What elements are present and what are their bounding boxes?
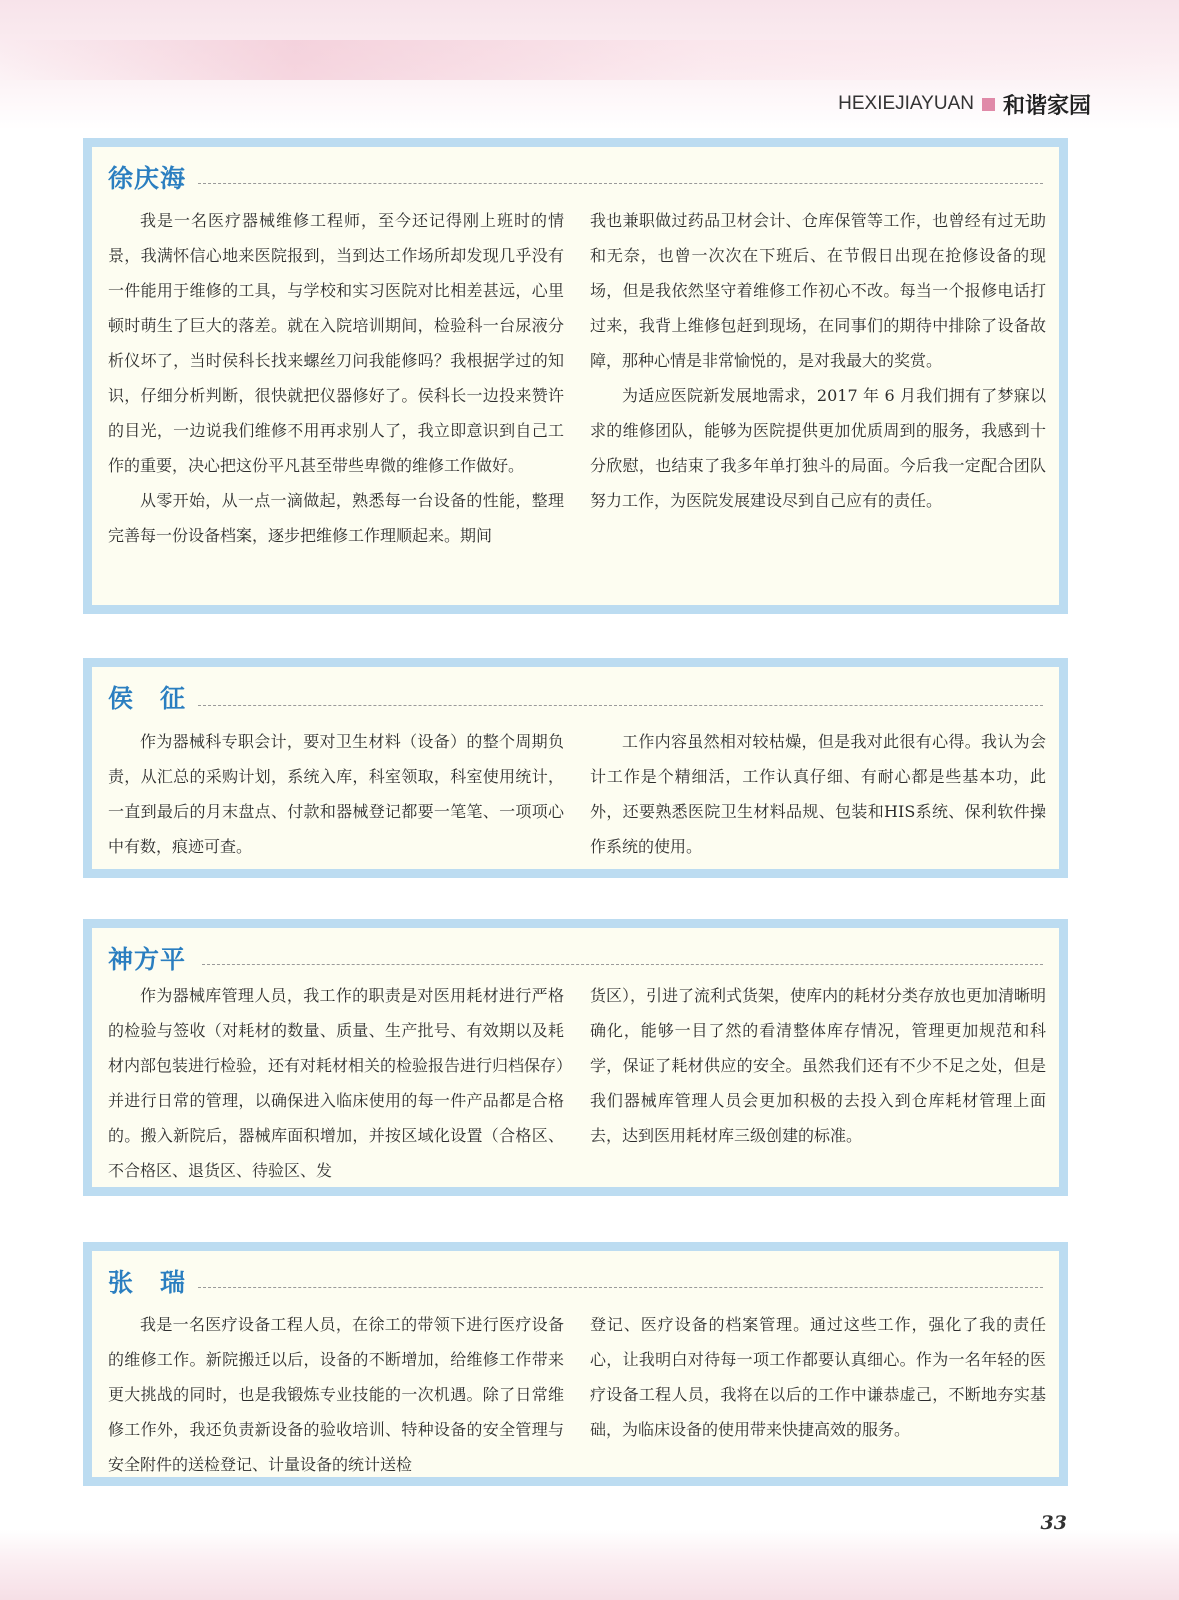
paragraph: 我是一名医疗器械维修工程师，至今还记得刚上班时的情景，我满怀信心地来医院报到，当到达工作场所却发现几乎没有一件能用于维修的工具，与学校和实习医院对比相差甚远，心里顿时萌生了巨大的落差。就在入院培训期间，检验科一台尿液分析仪坏了，当时侯科长找来螺丝刀问我能修吗？我根据学过的知识，仔细分析判断，很快就把仪器修好了。侯科长一边投来赞许的目光，一边说我们维修不用再求别人了，我立即意识到自己工作的重要，决心把这份平凡甚至带些卑微的维修工作做好。 (108, 211, 564, 475)
card-dashed-rule (198, 705, 1043, 706)
top-brush-streak (0, 40, 1179, 80)
section-title-cn: 和谐家园 (1002, 93, 1091, 119)
square-bullet-icon (982, 98, 995, 111)
profile-card-3 (83, 919, 1068, 1196)
paragraph: 我也兼职做过药品卫材会计、仓库保管等工作，也曾经有过无助和无奈，也曾一次次在下班后、在节假日出现在抢修设备的现场，但是我依然坚守着维修工作初心不改。每当一个报修电话打过来，我背上维修包赶到现场，在同事们的期待中排除了设备故障，那种心情是非常愉悦的，是对我最大的奖赏。 (590, 211, 1046, 370)
card-left-column (108, 203, 564, 553)
page-number: 33 (1040, 1512, 1067, 1534)
card-dashed-rule (198, 183, 1043, 184)
profile-card-1 (83, 138, 1068, 614)
card-name: 张 瑞 (108, 1268, 187, 1297)
card-name: 徐庆海 (108, 164, 187, 193)
paragraph: 从零开始，从一点一滴做起，熟悉每一台设备的性能，整理完善每一份设备档案，逐步把维修工作理顺起来。期间 (108, 491, 564, 545)
paragraph: 登记、医疗设备的档案管理。通过这些工作，强化了我的责任心，让我明白对待每一项工作都要认真细心。作为一名年轻的医疗设备工程人员，我将在以后的工作中谦恭虚己，不断地夯实基础，为临床设备的使用带来快捷高效的服务。 (590, 1315, 1046, 1439)
card-name: 侯 征 (108, 684, 187, 713)
card-right-column (590, 978, 1046, 1153)
card-left-column (108, 978, 564, 1188)
card-right-column (590, 724, 1046, 864)
section-title-en: HEXIEJIAYUAN (838, 93, 974, 114)
paragraph: 我是一名医疗设备工程人员，在徐工的带领下进行医疗设备的维修工作。新院搬迁以后，设备的不断增加，给维修工作带来更大挑战的同时，也是我锻炼专业技能的一次机遇。除了日常维修工作外，我还负责新设备的验收培训、特种设备的安全管理与安全附件的送检登记、计量设备的统计送检 (108, 1315, 564, 1474)
section-header (838, 90, 1091, 118)
card-dashed-rule (202, 964, 1043, 965)
paragraph: 工作内容虽然相对较枯燥，但是我对此很有心得。我认为会计工作是个精细活，工作认真仔细、有耐心都是些基本功，此外，还要熟悉医院卫生材料品规、包装和HIS系统、保利软件操作系统的使用。 (590, 732, 1046, 856)
card-dashed-rule (198, 1287, 1043, 1288)
profile-card-2 (83, 658, 1068, 878)
card-right-column (590, 203, 1046, 518)
card-name: 神方平 (108, 945, 187, 974)
paragraph: 作为器械库管理人员，我工作的职责是对医用耗材进行严格的检验与签收（对耗材的数量、质量、生产批号、有效期以及耗材内部包装进行检验，还有对耗材相关的检验报告进行归档保存）并进行日常的管理，以确保进入临床使用的每一件产品都是合格的。搬入新院后，器械库面积增加，并按区域化设置（合格区、不合格区、退货区、待验区、发 (108, 986, 565, 1180)
card-right-column (590, 1307, 1046, 1447)
paragraph: 货区），引进了流利式货架，使库内的耗材分类存放也更加清晰明确化，能够一目了然的看清整体库存情况，管理更加规范和科学，保证了耗材供应的安全。虽然我们还有不少不足之处，但是我们器械库管理人员会更加积极的去投入到仓库耗材管理上面去，达到医用耗材库三级创建的标准。 (590, 986, 1047, 1145)
paragraph: 为适应医院新发展地需求，2017 年 6 月我们拥有了梦寐以求的维修团队，能够为医院提供更加优质周到的服务，我感到十分欣慰，也结束了我多年单打独斗的局面。今后我一定配合团队努力工作，为医院发展建设尽到自己应有的责任。 (590, 386, 1046, 510)
bottom-decorative-wash (0, 1530, 1179, 1600)
paragraph: 作为器械科专职会计，要对卫生材料（设备）的整个周期负责，从汇总的采购计划，系统入库，科室领取，科室使用统计，一直到最后的月末盘点、付款和器械登记都要一笔笔、一项项心中有数，痕迹可查。 (108, 732, 564, 856)
profile-card-4 (83, 1242, 1068, 1486)
card-left-column (108, 1307, 564, 1482)
card-left-column (108, 724, 564, 864)
